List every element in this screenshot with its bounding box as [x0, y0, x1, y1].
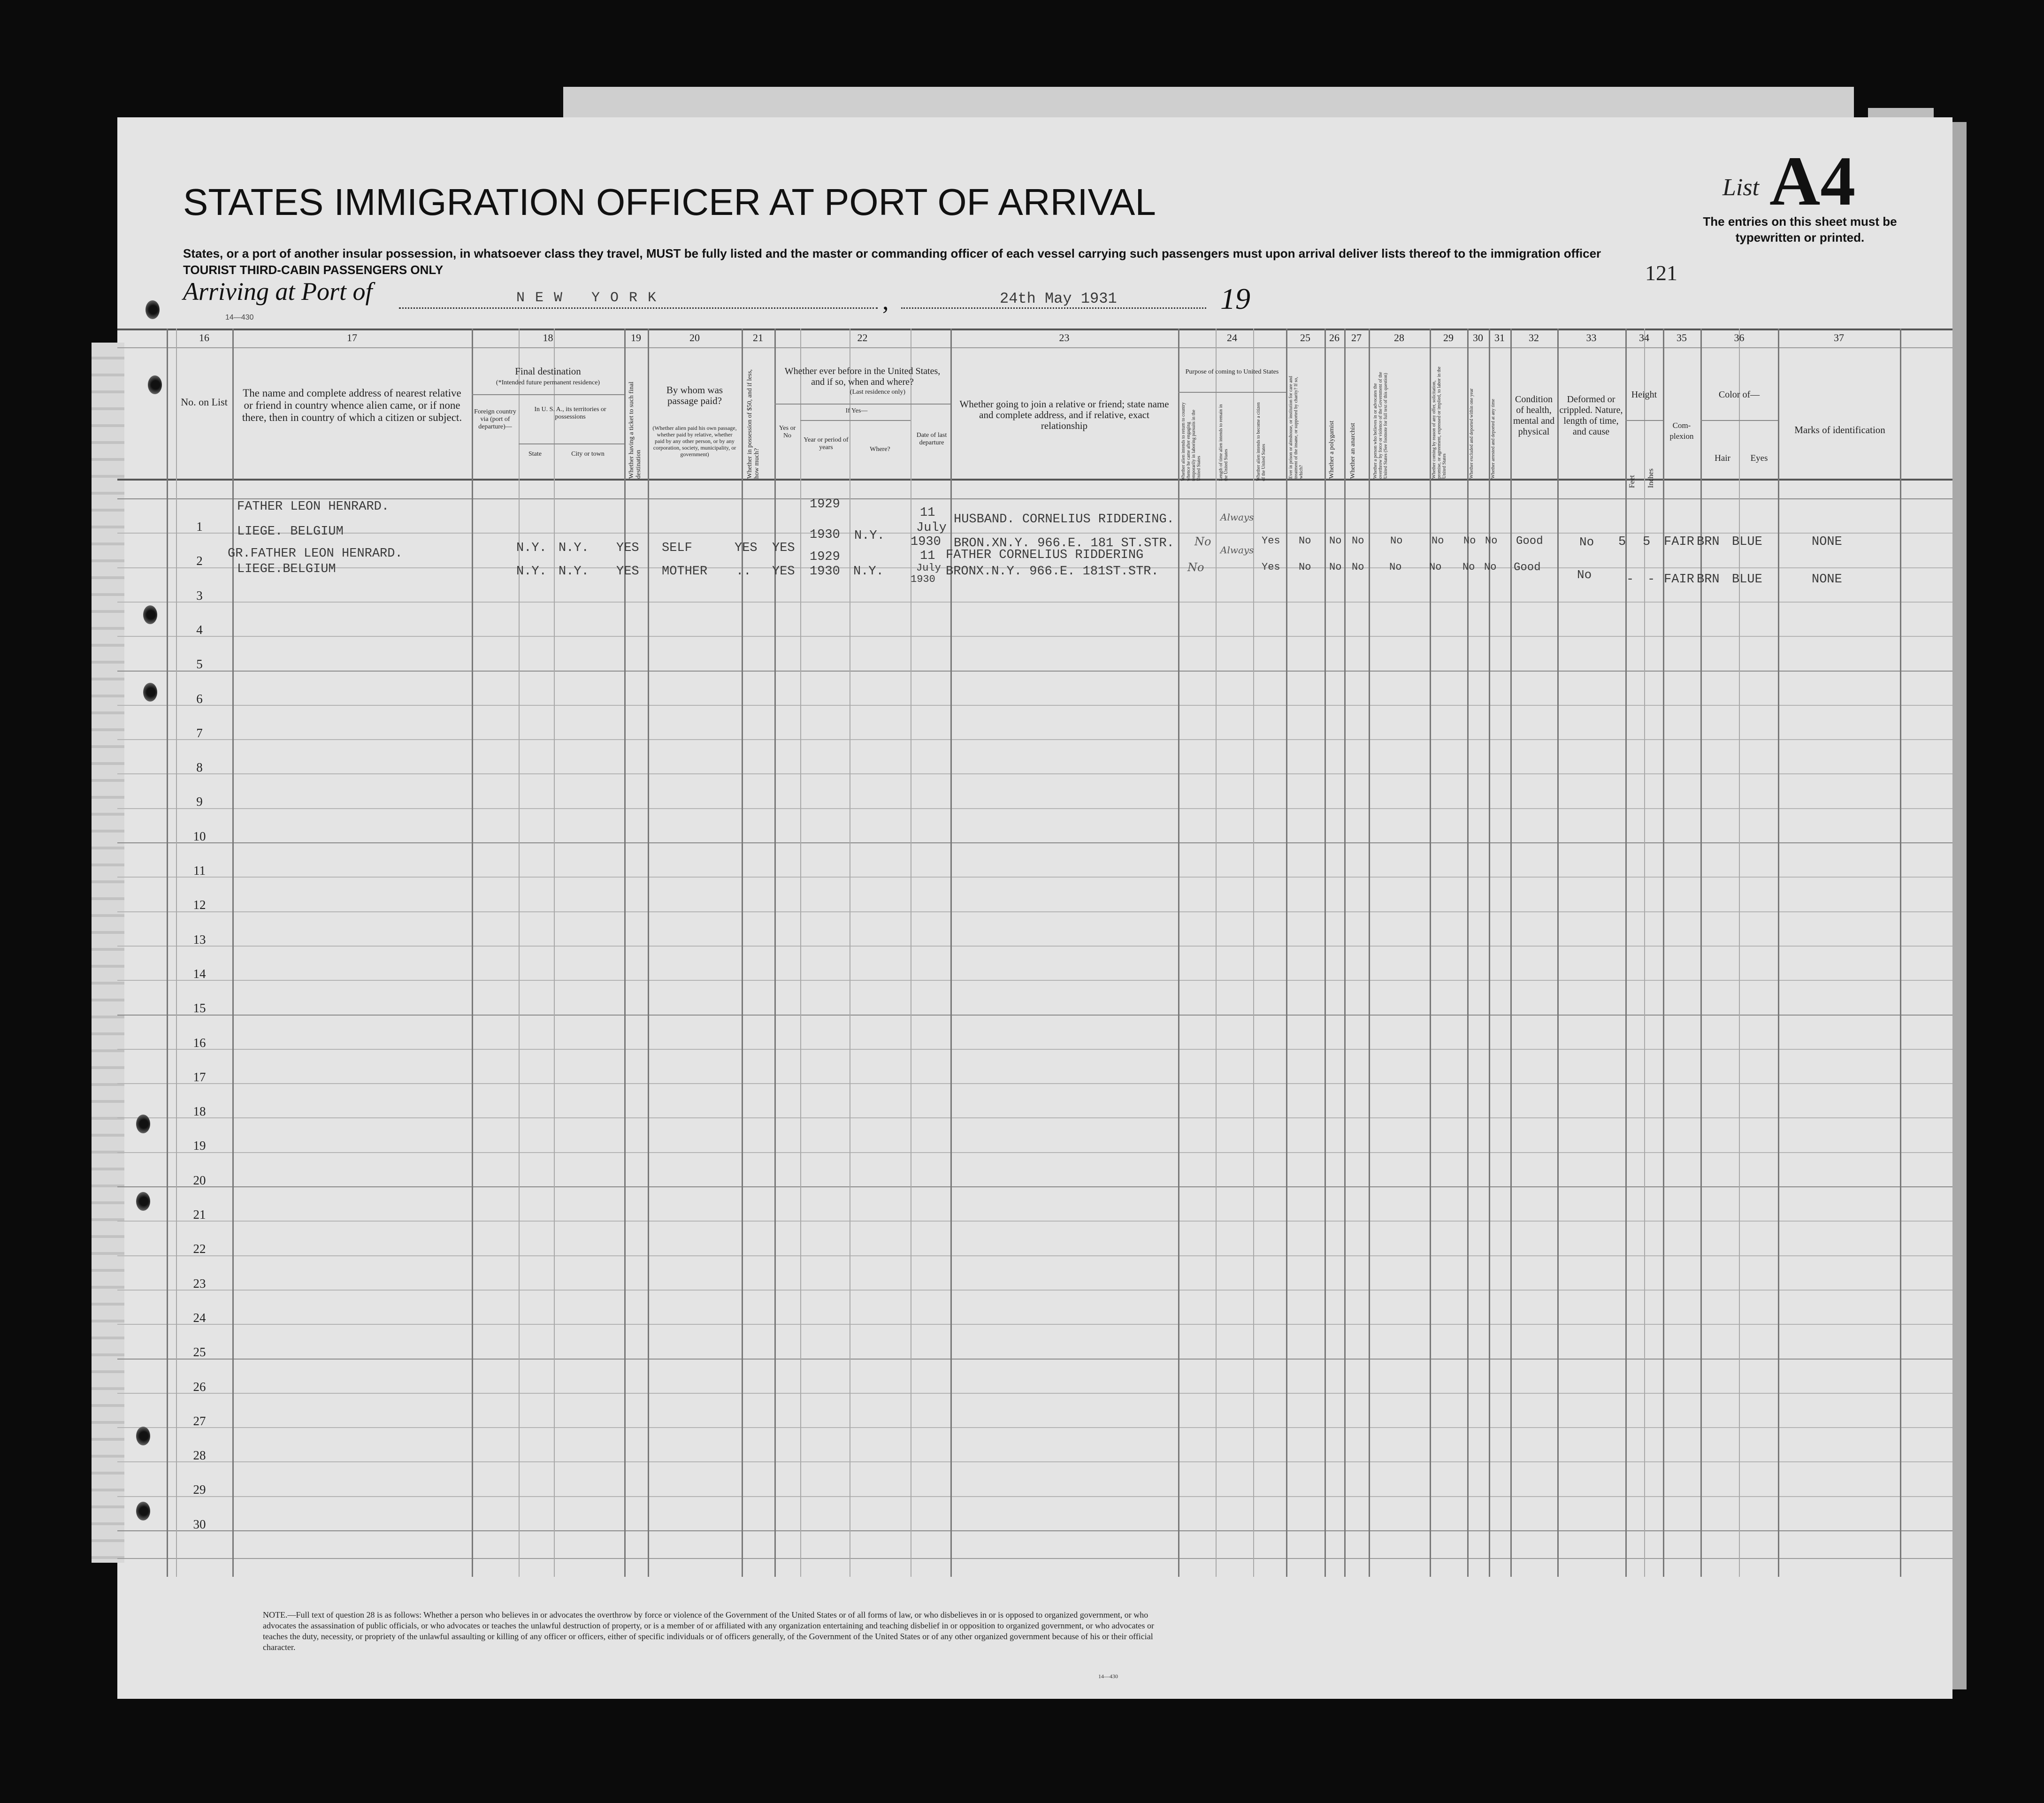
row-number: 12 [193, 898, 206, 912]
row1-eyes: BLUE [1732, 535, 1762, 549]
header-yes-no: Yes or No [779, 425, 796, 439]
row-number: 30 [193, 1517, 206, 1531]
header-no-on-list: No. on List [181, 396, 228, 408]
binder-hole-icon [148, 375, 162, 394]
column-rule [774, 329, 776, 1577]
binder-hole-icon [136, 1502, 150, 1520]
subheader-rule [1625, 420, 1663, 421]
row-number: 16 [193, 1036, 206, 1050]
binder-hole-icon [145, 300, 160, 319]
subheader-rule [472, 394, 624, 395]
colnum-22: 22 [857, 332, 868, 344]
row2-joining-line1: FATHER CORNELIUS RIDDERING [946, 548, 1144, 562]
row-rule [117, 808, 1952, 809]
row-rule [117, 1152, 1952, 1153]
row2-departure-line3: 1930 [911, 573, 935, 585]
footnote: NOTE.—Full text of question 28 is as follows: Whether a person who believes in or advocates the overthrow by force or violence of the Government of the United States or of all forms of law, or who disbelieves in or is opposed to organized government, or who advocates the assassination of public officials, or who advocates or teaches the unlawful destruction of property, or is a member of or affiliated with any organization entertaining and teaching disbelief in or opposition to organized government, or who advocates or teaches the duty, necessity, or propriety of the unlawful assaulting or killing of any officer or officers, either of specific individuals or of officers generally, of the Government of the United States or of any other organized government because of his or their official character. [263, 1610, 1154, 1652]
row-rule [117, 1186, 1952, 1187]
page-edge [1952, 122, 1967, 1689]
row2-c29: No [1429, 561, 1442, 573]
row2-years-line1: 1929 [810, 550, 840, 564]
row1-complexion: FAIR [1664, 535, 1694, 549]
column-rule [1510, 329, 1512, 1577]
row-number: 29 [193, 1482, 206, 1497]
colnum-27: 27 [1351, 332, 1362, 344]
row2-anarchist: No [1352, 561, 1364, 573]
header-offer-to-labor: Whether coming by reason of any offer, solicitation, promise, or agreement, expressed or implied, to labor in the United States [1432, 367, 1447, 479]
row1-money: YES [735, 541, 758, 555]
row2-hair: BRN [1697, 573, 1720, 587]
header-joining: Whether going to join a relative or friend; state name and complete address, and if relative, exact relationship [959, 398, 1169, 431]
row1-state: N.Y. [516, 541, 547, 555]
footnote-code: 14—430 [1098, 1673, 1118, 1680]
row2-money: .. [736, 565, 751, 579]
header-ticket: Whether having a ticket to such final destination [628, 382, 642, 479]
row-number: 13 [193, 932, 206, 947]
row2-c31: No [1484, 561, 1497, 573]
row1-c29: No [1432, 535, 1444, 547]
header-in-usa: In U. S. A., its territories or possessions [534, 406, 606, 420]
row2-relative-line1: GR.FATHER LEON HENRARD. [228, 547, 403, 561]
colnum-26: 26 [1329, 332, 1340, 344]
column-rule [1324, 329, 1326, 1577]
header-anarchist: Whether an anarchist [1349, 423, 1356, 479]
row-rule [117, 636, 1952, 637]
row2-eyes: BLUE [1732, 573, 1762, 587]
colnum-19: 19 [631, 332, 641, 344]
row1-polygamist: No [1329, 535, 1342, 547]
row-rule [117, 1255, 1952, 1256]
column-rule [1644, 329, 1645, 1577]
row-number: 28 [193, 1448, 206, 1462]
row2-state: N.Y. [516, 565, 547, 579]
column-rule [1467, 329, 1469, 1577]
row-number: 22 [193, 1242, 206, 1256]
row2-paid-by: MOTHER [662, 565, 708, 579]
colnum-34: 34 [1639, 332, 1649, 344]
row-number: 1 [196, 520, 203, 534]
row-number: 21 [193, 1207, 206, 1222]
row-rule [117, 739, 1952, 740]
row-rule [117, 1324, 1952, 1325]
binder-hole-icon [143, 683, 157, 702]
colnum-31: 31 [1494, 332, 1505, 344]
colnum-24: 24 [1227, 332, 1237, 344]
column-rule [1557, 329, 1559, 1577]
row2-been-before: YES [772, 565, 795, 579]
header-eyes: Eyes [1750, 453, 1768, 463]
colnum-25: 25 [1300, 332, 1310, 344]
row1-c31: No [1485, 535, 1498, 547]
column-rule [1344, 329, 1346, 1577]
subheader-rule [1178, 392, 1286, 393]
column-rule [1700, 329, 1702, 1577]
header-state: State [528, 451, 542, 458]
row1-anarchist: No [1352, 535, 1364, 547]
row1-paid-by: SELF [662, 541, 692, 555]
column-rule [554, 329, 555, 1577]
subheader-rule [1700, 420, 1778, 421]
subheader-rule [800, 420, 911, 421]
row1-joining-line1: HUSBAND. CORNELIUS RIDDERING. [954, 512, 1174, 527]
row1-c28: No [1390, 535, 1403, 547]
colnum-36: 36 [1734, 332, 1745, 344]
row-rule [117, 671, 1952, 672]
header-polygamist: Whether a polygamist [1328, 420, 1335, 479]
colnum-20: 20 [689, 332, 700, 344]
header-intends-return: Whether alien intends to return to country whence he came after engaging temporarily in laboring pursuits in the United States [1181, 402, 1202, 481]
list-label: List [1722, 174, 1760, 201]
row2-deformed: No [1577, 568, 1592, 582]
row1-inches: 5 [1643, 535, 1651, 549]
row-number: 11 [193, 863, 206, 878]
column-rule [1489, 329, 1490, 1577]
header-passage-paid: By whom was passage paid? [666, 384, 723, 406]
column-rule [232, 329, 234, 1577]
column-rule [648, 329, 649, 1577]
row-number: 4 [196, 623, 203, 637]
row-rule [117, 1427, 1952, 1428]
form-code: 14—430 [225, 313, 254, 321]
list-note: The entries on this sheet must be typewritten or printed. [1703, 214, 1897, 244]
row-number: 6 [196, 692, 203, 706]
row-number: 17 [193, 1070, 206, 1084]
row-number: 25 [193, 1345, 206, 1359]
port-name: NEW YORK [516, 290, 667, 306]
column-rule [1178, 329, 1179, 1577]
row-number: 15 [193, 1001, 206, 1015]
row1-years-line2: 1930 [810, 528, 840, 542]
row-number: 5 [196, 657, 203, 671]
row2-joining-line2: BRONX.N.Y. 966.E. 181ST.STR. [946, 565, 1159, 579]
header-purpose: Purpose of coming to United States [1185, 368, 1279, 375]
row1-marks: NONE [1812, 535, 1842, 549]
row1-feet: 5 [1618, 535, 1626, 549]
header-inches: Inches [1647, 468, 1655, 488]
row1-departure-line2: July [916, 521, 947, 535]
row1-relative-line1: FATHER LEON HENRARD. [237, 500, 390, 514]
colnum-33: 33 [1586, 332, 1597, 344]
header-if-yes: If Yes— [845, 407, 868, 414]
row-number: 23 [193, 1276, 206, 1291]
header-color-of: Color of— [1718, 390, 1760, 400]
row1-return: No [1194, 535, 1211, 548]
header-arrested: Whether arrested and deported at any time [1491, 399, 1496, 479]
binder-hole-icon [143, 605, 157, 624]
column-rule [519, 329, 520, 1577]
sheet-number: 121 [1645, 261, 1677, 285]
header-where: Where? [870, 446, 890, 453]
header-prison: Ever in prison or almshouse, or institution for care and treatment of the insane, or supported by charity? If so, which? [1288, 376, 1304, 479]
header-hair: Hair [1715, 453, 1730, 463]
colnum-32: 32 [1529, 332, 1539, 344]
row-rule [117, 1015, 1952, 1016]
row-rule [117, 877, 1952, 878]
row-rule [117, 533, 1952, 534]
header-become-citizen: Whether alien intends to become a citizen of the United States [1256, 402, 1266, 481]
row-number: 26 [193, 1380, 206, 1394]
header-marks: Marks of identification [1794, 424, 1885, 435]
row1-joining-line2: BRON.XN.Y. 966.E. 181 ST.STR. [954, 536, 1174, 550]
row-number: 7 [196, 726, 203, 740]
header-excluded: Whether excluded and deported within one year [1469, 388, 1474, 479]
row1-c30: No [1463, 535, 1476, 547]
row-rule [117, 842, 1952, 843]
row-rule [117, 1496, 1952, 1497]
header-health: Condition of health, mental and physical [1513, 394, 1555, 437]
row2-return: No [1187, 561, 1204, 574]
binder-hole-icon [136, 1427, 150, 1445]
row-rule [117, 946, 1952, 947]
row2-where: N.Y. [853, 565, 884, 579]
column-rule [167, 329, 168, 1577]
row-rule [117, 911, 1952, 912]
column-rule [1216, 329, 1217, 1577]
row2-relative-line2: LIEGE.BELGIUM [237, 562, 336, 576]
row-rule [117, 1049, 1952, 1050]
header-passage-paid-sub: (Whether alien paid his own passage, whether paid by relative, whether paid by any other person, or by any corporation, society, municipality, or government) [652, 425, 737, 458]
row1-where: N.Y. [854, 529, 885, 543]
row2-c28: No [1389, 561, 1402, 573]
row-rule [117, 1530, 1952, 1531]
row-rule [117, 980, 1952, 981]
row-number: 3 [196, 588, 203, 603]
header-year-period: Year or period of years [804, 436, 849, 451]
colnum-28: 28 [1394, 332, 1404, 344]
row1-years-line1: 1929 [810, 497, 840, 512]
row2-c30: No [1462, 561, 1475, 573]
colnum-21: 21 [753, 332, 763, 344]
header-complexion: Com-plexion [1669, 421, 1694, 441]
colnum-16: 16 [199, 332, 209, 344]
page-title: STATES IMMIGRATION OFFICER AT PORT OF ARRIVAL [183, 181, 1156, 223]
header-city: City or town [571, 451, 605, 458]
row-rule [117, 1359, 1952, 1360]
row1-c25: No [1299, 535, 1311, 547]
row-number: 27 [193, 1414, 206, 1428]
row1-ticket: YES [616, 541, 639, 555]
column-rule [1900, 329, 1901, 1577]
column-rule [1778, 329, 1779, 1577]
column-rule [1369, 329, 1370, 1577]
row2-years-line2: 1930 [810, 565, 840, 579]
column-rule [742, 329, 743, 1577]
row2-ticket: YES [616, 565, 639, 579]
port-label: Arriving at Port of [183, 277, 373, 306]
header-last-residence: (Last residence only) [850, 389, 906, 396]
row-number: 8 [196, 760, 203, 774]
row1-been-before: YES [772, 541, 795, 555]
column-rule [472, 329, 473, 1577]
list-number: A4 [1769, 142, 1856, 220]
row-rule [117, 602, 1952, 603]
row1-health: Good [1516, 535, 1543, 548]
column-rule [1663, 329, 1664, 1577]
row2-departure-line2: July [916, 562, 941, 574]
row1-departure-line3: 1930 [911, 535, 941, 549]
binder-hole-icon [136, 1115, 150, 1133]
row-rule [117, 1083, 1952, 1084]
row1-citizen: Yes [1262, 535, 1280, 547]
row-number: 2 [196, 554, 203, 568]
port-dotted-line [399, 307, 878, 309]
colnum-18: 18 [543, 332, 553, 344]
colnum-37: 37 [1834, 332, 1844, 344]
column-rule [624, 329, 626, 1577]
header-final-destination-sub: (*Intended future permanent residence) [496, 379, 600, 386]
row2-city: N.Y. [559, 565, 589, 579]
row-rule [117, 1461, 1952, 1462]
row-number: 18 [193, 1104, 206, 1118]
column-rule [950, 329, 952, 1577]
header-length-of-stay: Length of time alien intends to remain in the United States [1218, 404, 1229, 481]
row-rule [117, 1290, 1952, 1291]
row2-health: Good [1514, 561, 1541, 574]
header-foreign-country: Foreign country via (port of departure)— [474, 408, 516, 430]
row-number: 10 [193, 829, 206, 843]
row1-length: Always [1220, 512, 1254, 523]
row-number: 9 [196, 795, 203, 809]
row2-inches: - [1647, 573, 1655, 587]
row-number: 24 [193, 1311, 206, 1325]
row-number: 20 [193, 1173, 206, 1187]
row-rule [117, 1221, 1952, 1222]
header-last-departure: Date of last departure [916, 432, 947, 446]
colnum-30: 30 [1473, 332, 1483, 344]
row-rule [117, 1393, 1952, 1394]
arrival-date: 24th May 1931 [1000, 290, 1117, 307]
row2-marks: NONE [1812, 573, 1842, 587]
row-rule [117, 705, 1952, 706]
row2-c25: No [1299, 561, 1311, 573]
row-number: 19 [193, 1138, 206, 1153]
colnum-17: 17 [347, 332, 357, 344]
row1-relative-line2: LIEGE. BELGIUM [237, 525, 344, 539]
row2-length: Always [1220, 544, 1254, 556]
header-final-destination: Final destination [515, 366, 581, 377]
row-rule [117, 498, 1952, 499]
row1-hair: BRN [1697, 535, 1720, 549]
header-feet: Feet [1628, 475, 1636, 488]
header-ever-before: Whether ever before in the United States, and if so, when and where? [784, 366, 941, 387]
row2-feet: - [1626, 573, 1634, 587]
colnum-35: 35 [1677, 332, 1687, 344]
row2-complexion: FAIR [1664, 573, 1694, 587]
colnum-29: 29 [1443, 332, 1454, 344]
row2-departure-line1: 11 [920, 549, 935, 563]
port-comma: , [882, 287, 889, 315]
header-overthrow: Whether a person who believes in or advocates the overthrow by force or violence of the Government of the United States (See footnote for full text of this question) [1373, 372, 1388, 479]
page-subtitle: States, or a port of another insular possession, in whatsoever class they travel, MUST be fully listed and the master or commanding officer of each vessel carrying such passengers must upon arrival deliver lists thereof to the immigration officer [183, 246, 1601, 260]
column-rule [800, 329, 801, 1577]
header-nearest-relative: The name and complete address of nearest relative or friend in country whence alien came, or if none there, then in country of which a citizen or subject. [242, 387, 462, 423]
column-rule [1430, 329, 1431, 1577]
header-deformed: Deformed or crippled. Nature, length of time, and cause [1559, 394, 1623, 437]
header-fifty-dollars: Whether in possession of $50, and if less, how much? [746, 369, 760, 479]
row-rule [117, 773, 1952, 774]
subheader-rule [519, 443, 624, 444]
row1-deformed: No [1579, 535, 1594, 549]
row1-departure-line1: 11 [920, 506, 935, 520]
row1-city: N.Y. [559, 541, 589, 555]
colnum-23: 23 [1059, 332, 1070, 344]
header-height: Height [1631, 390, 1657, 400]
row2-citizen: Yes [1262, 561, 1280, 573]
passenger-class: TOURIST THIRD-CABIN PASSENGERS ONLY [183, 263, 444, 277]
row-number: 14 [193, 967, 206, 981]
year-prefix: 19 [1220, 282, 1250, 315]
date-dotted-line [901, 307, 1206, 309]
row2-polygamist: No [1329, 561, 1342, 573]
row-rule [117, 1117, 1952, 1118]
column-rule [1286, 329, 1287, 1577]
subheader-rule [774, 404, 950, 405]
column-rule [1625, 329, 1627, 1577]
column-rule [1739, 329, 1740, 1577]
binder-hole-icon [136, 1192, 150, 1211]
